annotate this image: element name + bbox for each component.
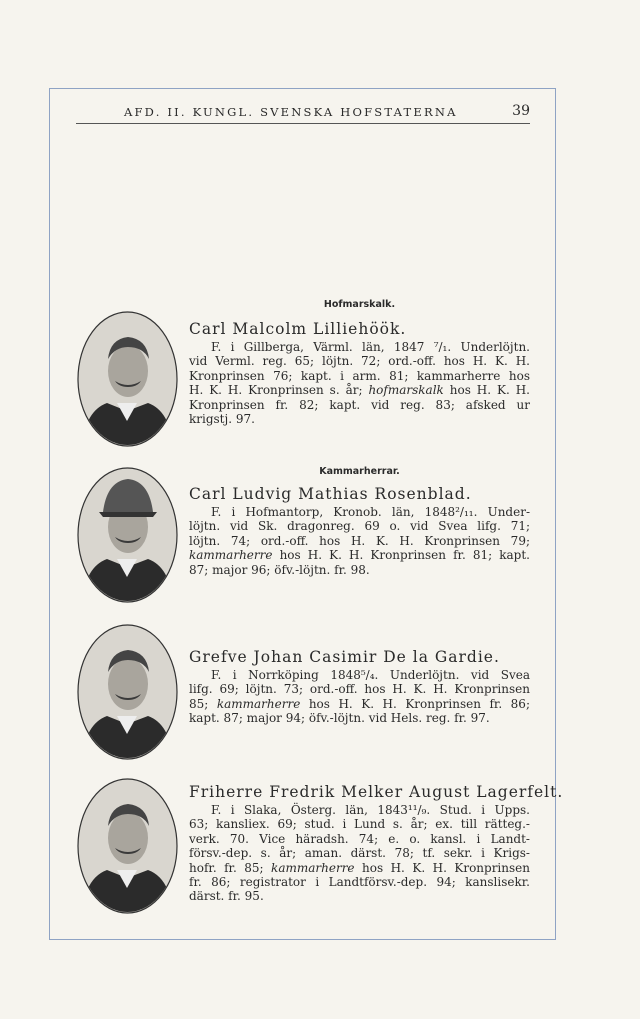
biography-line — [189, 846, 530, 860]
biography-line — [189, 832, 530, 846]
text-segment: försv.-dep. s. år; aman. därst. 78; tf. sekr. i Krigs- — [189, 846, 530, 861]
italic-title: kammarherre — [216, 696, 301, 711]
person-name: Carl Ludvig Mathias Rosenblad. — [189, 485, 472, 503]
running-header — [76, 103, 530, 124]
text-segment: F. i Norrköping 1848⁵/₄. Underlöjtn. vid Svea — [211, 668, 530, 682]
text-segment: lifg. 69; löjtn. 73; ord.-off. hos H. K. H. Kronprinsen — [189, 682, 530, 697]
text-segment: hos H. K. H. Kronprinsen — [354, 860, 530, 875]
biography-line — [189, 682, 530, 696]
portrait-photo — [77, 624, 178, 760]
text-segment: F. i Gillberga, Värml. län, 1847 ⁷/₁. Underlöjtn. — [211, 340, 530, 354]
biography-line — [189, 875, 530, 889]
entry — [189, 782, 564, 904]
biography-line — [189, 668, 530, 682]
biography-line — [189, 519, 530, 533]
text-segment: därst. fr. 95. — [189, 889, 264, 904]
biography-line — [189, 354, 530, 368]
page-number: 39 — [512, 103, 530, 119]
text-segment: 87; major 96; öfv.-löjtn. fr. 98. — [189, 562, 370, 577]
person-name: Carl Malcolm Lilliehöök. — [189, 320, 407, 338]
biography-line — [189, 861, 530, 875]
biography-line — [189, 889, 530, 903]
text-segment: löjtn. vid Sk. dragonreg. 69 o. vid Svea lifg. 71; — [189, 519, 530, 534]
text-segment: löjtn. 74; ord.-off. hos H. K. H. Kronprinsen 79; — [189, 533, 530, 548]
text-segment: Kronprinsen 76; kapt. i arm. 81; kammarherre hos — [189, 368, 530, 383]
italic-title: kammarherre — [189, 548, 273, 563]
entry — [189, 647, 530, 726]
text-segment: 63; kansliex. 69; stud. i Lund s. år; ex. till rätteg.- — [189, 817, 530, 832]
section-heading-hofmarskalk: Hofmarskalk. — [323, 299, 396, 310]
biography-line — [189, 711, 530, 725]
biography-line — [189, 697, 530, 711]
biography-line — [189, 398, 530, 412]
text-segment: kapt. 87; major 94; öfv.-löjtn. vid Hels. reg. fr. 97. — [189, 711, 490, 726]
person-name: Grefve Johan Casimir De la Gardie. — [189, 648, 500, 666]
text-segment: vid Verml. reg. 65; löjtn. 72; ord.-off. hos H. K. H. — [189, 354, 530, 369]
biography-line — [189, 505, 530, 519]
biography-line — [189, 369, 530, 383]
text-segment: H. K. H. Kronprinsen s. år; — [189, 383, 369, 398]
text-segment: hos H. K. H. — [443, 383, 530, 398]
text-segment: 85; — [189, 696, 217, 711]
italic-title: kammarherre — [271, 860, 355, 875]
text-segment: fr. 86; registrator i Landtförsv.-dep. 94; kanslisekr. — [189, 874, 530, 889]
text-segment: F. i Hofmantorp, Kronob. län, 1848²/₁₁. Under- — [211, 505, 530, 519]
biography-line — [189, 817, 530, 831]
portrait-photo — [77, 467, 178, 603]
person-name: Friherre Fredrik Melker August Lagerfelt. — [189, 783, 564, 801]
portrait-photo — [77, 778, 178, 914]
entry — [189, 319, 530, 426]
biography-line — [189, 412, 530, 426]
text-segment: F. i Slaka, Österg. län, 1843¹¹/₉. Stud. i Upps. — [211, 803, 530, 817]
biography-line — [189, 534, 530, 548]
biography-line — [189, 340, 530, 354]
italic-title: hofmarskalk — [368, 383, 444, 398]
text-segment: hos H. K. H. Kronprinsen fr. 86; — [300, 696, 530, 711]
entry — [189, 484, 530, 577]
header-title: AFD. II. KUNGL. SVENSKA HOFSTATERNA — [124, 105, 458, 119]
text-segment: Kronprinsen fr. 82; kapt. vid reg. 83; afsked ur — [189, 397, 530, 412]
section-heading-kammarherrar: Kammarherrar. — [319, 466, 400, 477]
text-segment: hofr. fr. 85; — [189, 860, 272, 875]
biography-line — [189, 803, 530, 817]
biography-line — [189, 548, 530, 562]
biography-line — [189, 563, 530, 577]
biography-line — [189, 383, 530, 397]
portrait-photo — [77, 311, 178, 447]
text-segment: hos H. K. H. Kronprinsen fr. 81; kapt. — [272, 548, 530, 563]
text-segment: krigstj. 97. — [189, 411, 255, 426]
text-segment: verk. 70. Vice häradsh. 74; e. o. kansl. i Landt- — [189, 831, 530, 846]
